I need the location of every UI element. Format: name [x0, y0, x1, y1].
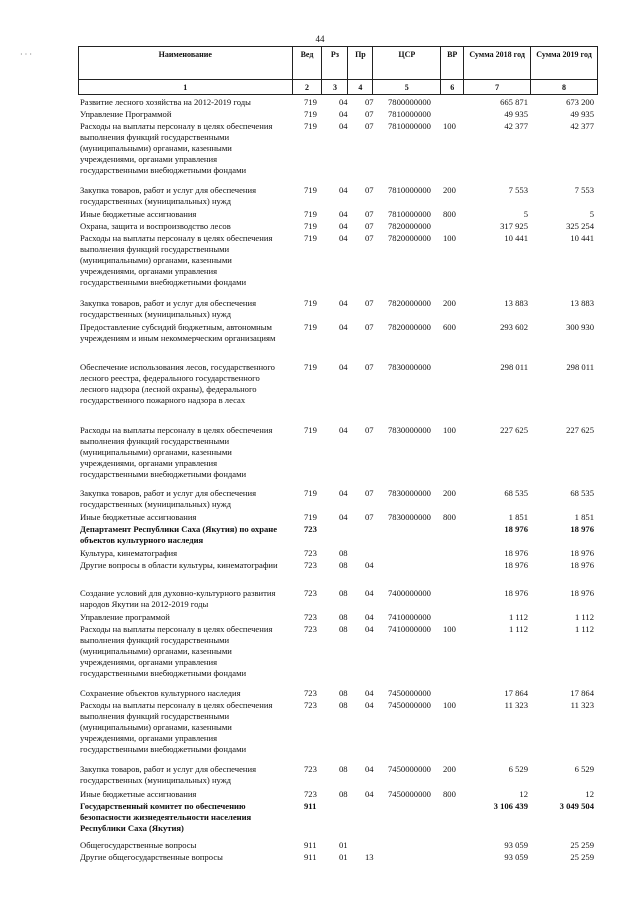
row-sum-2019: 3 049 504	[559, 801, 594, 811]
row-pr: 04	[365, 612, 374, 622]
row-csr: 7820000000	[388, 221, 431, 231]
row-sum-2018: 49 935	[504, 109, 528, 119]
row-sum-2018: 18 976	[504, 588, 528, 598]
row-name: Другие общегосударственные вопросы	[80, 852, 223, 862]
row-csr: 7830000000	[388, 512, 431, 522]
row-sum-2018: 227 625	[500, 425, 528, 435]
row-ved: 723	[304, 524, 317, 534]
row-sum-2019: 673 200	[566, 97, 594, 107]
row-vr: 200	[443, 764, 456, 774]
row-ved: 911	[304, 801, 317, 811]
row-vr: 100	[443, 624, 456, 634]
row-rz: 01	[339, 852, 348, 862]
row-rz: 08	[339, 548, 348, 558]
row-sum-2019: 18 976	[570, 548, 594, 558]
row-pr: 07	[365, 362, 374, 372]
row-csr: 7810000000	[388, 209, 431, 219]
row-vr: 800	[443, 789, 456, 799]
row-sum-2018: 13 883	[504, 298, 528, 308]
row-name: Сохранение объектов культурного наследия	[80, 688, 241, 698]
row-pr: 07	[365, 488, 374, 498]
header-num-4: 4	[348, 80, 373, 95]
row-rz: 04	[339, 209, 348, 219]
row-name: Развитие лесного хозяйства на 2012-2019 годы	[80, 97, 251, 107]
row-name: Предоставление субсидий бюджетным, автономным учреждениям и иным некоммерческим организациям	[80, 322, 276, 343]
header-csr: ЦСР	[373, 47, 441, 80]
row-sum-2019: 13 883	[570, 298, 594, 308]
row-name: Департамент Республики Саха (Якутия) по охране объектов культурного наследия	[80, 524, 278, 545]
row-ved: 911	[304, 840, 317, 850]
row-sum-2019: 25 259	[570, 852, 594, 862]
row-rz: 08	[339, 560, 348, 570]
row-csr: 7820000000	[388, 233, 431, 243]
header-rz: Рз	[322, 47, 348, 80]
row-vr: 200	[443, 298, 456, 308]
row-rz: 04	[339, 425, 348, 435]
row-pr: 04	[365, 688, 374, 698]
table-header	[78, 46, 598, 95]
row-sum-2018: 18 976	[504, 548, 528, 558]
row-csr: 7830000000	[388, 488, 431, 498]
row-sum-2019: 18 976	[570, 588, 594, 598]
row-csr: 7410000000	[388, 624, 431, 634]
row-ved: 723	[304, 700, 317, 710]
row-vr: 800	[443, 209, 456, 219]
row-ved: 719	[304, 185, 317, 195]
row-rz: 04	[339, 185, 348, 195]
side-mark: · · ·	[20, 50, 32, 59]
row-sum-2019: 300 930	[566, 322, 594, 332]
row-pr: 07	[365, 185, 374, 195]
row-sum-2018: 93 059	[504, 840, 528, 850]
row-pr: 04	[365, 588, 374, 598]
row-sum-2018: 1 112	[508, 612, 528, 622]
row-pr: 07	[365, 512, 374, 522]
row-ved: 719	[304, 121, 317, 131]
header-num-8: 8	[531, 80, 598, 95]
row-pr: 07	[365, 109, 374, 119]
row-pr: 07	[365, 97, 374, 107]
row-csr: 7810000000	[388, 109, 431, 119]
row-ved: 719	[304, 425, 317, 435]
row-sum-2019: 1 112	[574, 612, 594, 622]
row-sum-2018: 93 059	[504, 852, 528, 862]
row-csr: 7820000000	[388, 322, 431, 332]
row-sum-2019: 1 112	[574, 624, 594, 634]
row-ved: 719	[304, 488, 317, 498]
row-name: Закупка товаров, работ и услуг для обеспечения государственных (муниципальных) нужд	[80, 488, 257, 509]
row-rz: 04	[339, 97, 348, 107]
row-ved: 719	[304, 322, 317, 332]
row-csr: 7450000000	[388, 700, 431, 710]
row-pr: 07	[365, 322, 374, 332]
row-csr: 7830000000	[388, 425, 431, 435]
row-ved: 723	[304, 612, 317, 622]
row-rz: 08	[339, 688, 348, 698]
row-sum-2019: 68 535	[570, 488, 594, 498]
row-csr: 7810000000	[388, 121, 431, 131]
header-num-1: 1	[79, 80, 293, 95]
header-ved: Вед	[292, 47, 322, 80]
header-pr: Пр	[348, 47, 373, 80]
row-name: Расходы на выплаты персоналу в целях обеспечения выполнения функций государственными (муниципальными) органами, казенными учреждениями, органами управления государственными внебюджетными фондами	[80, 624, 273, 678]
row-pr: 07	[365, 209, 374, 219]
header-name: Наименование	[79, 47, 293, 80]
row-csr: 7400000000	[388, 588, 431, 598]
row-rz: 08	[339, 588, 348, 598]
row-sum-2019: 6 529	[574, 764, 594, 774]
row-sum-2019: 7 553	[574, 185, 594, 195]
row-sum-2018: 298 011	[500, 362, 528, 372]
row-name: Расходы на выплаты персоналу в целях обеспечения выполнения функций государственными (муниципальными) органами, казенными учреждениями, органами управления государственными внебюджетными фондами	[80, 121, 273, 175]
row-csr: 7450000000	[388, 688, 431, 698]
row-ved: 719	[304, 298, 317, 308]
row-sum-2019: 325 254	[566, 221, 594, 231]
row-ved: 723	[304, 548, 317, 558]
row-csr: 7410000000	[388, 612, 431, 622]
row-sum-2018: 42 377	[504, 121, 528, 131]
row-ved: 719	[304, 512, 317, 522]
row-sum-2019: 25 259	[570, 840, 594, 850]
row-sum-2018: 5	[523, 209, 528, 219]
row-rz: 08	[339, 700, 348, 710]
row-rz: 04	[339, 512, 348, 522]
row-sum-2019: 12	[585, 789, 594, 799]
header-num-6: 6	[441, 80, 464, 95]
row-sum-2018: 7 553	[508, 185, 528, 195]
row-pr: 07	[365, 233, 374, 243]
row-rz: 04	[339, 488, 348, 498]
row-sum-2018: 18 976	[504, 560, 528, 570]
row-name: Государственный комитет по обеспечению безопасности жизнедеятельности населения Республики Саха (Якутия)	[80, 801, 252, 833]
row-name: Расходы на выплаты персоналу в целях обеспечения выполнения функций государственными (муниципальными) органами, казенными учреждениями, органами управления государственными внебюджетными фондами	[80, 700, 273, 754]
row-ved: 719	[304, 109, 317, 119]
row-vr: 100	[443, 233, 456, 243]
row-name: Общегосударственные вопросы	[80, 840, 197, 850]
row-csr: 7800000000	[388, 97, 431, 107]
row-pr: 04	[365, 764, 374, 774]
row-name: Управление программой	[80, 612, 170, 622]
header-vr: ВР	[441, 47, 464, 80]
row-name: Обеспечение использования лесов, государственного лесного реестра, федерального государственного лесного надзора (лесной охраны), федерального государственного пожарного надзора в лесах	[80, 362, 275, 405]
row-rz: 01	[339, 840, 348, 850]
row-ved: 719	[304, 233, 317, 243]
header-sum-2019: Сумма 2019 год	[531, 47, 598, 80]
row-name: Другие вопросы в области культуры, кинематографии	[80, 560, 278, 570]
row-sum-2019: 10 441	[570, 233, 594, 243]
row-csr: 7810000000	[388, 185, 431, 195]
row-ved: 719	[304, 97, 317, 107]
row-rz: 04	[339, 121, 348, 131]
row-sum-2019: 17 864	[570, 688, 594, 698]
row-sum-2019: 42 377	[570, 121, 594, 131]
row-rz: 04	[339, 322, 348, 332]
row-name: Расходы на выплаты персоналу в целях обеспечения выполнения функций государственными (муниципальными) органами, казенными учреждениями, органами управления государственными внебюджетными фондами	[80, 233, 273, 287]
row-ved: 723	[304, 764, 317, 774]
row-sum-2019: 11 323	[570, 700, 594, 710]
header-num-3: 3	[322, 80, 348, 95]
row-name: Закупка товаров, работ и услуг для обеспечения государственных (муниципальных) нужд	[80, 185, 257, 206]
row-csr: 7450000000	[388, 789, 431, 799]
row-ved: 723	[304, 588, 317, 598]
row-rz: 04	[339, 233, 348, 243]
page-number: 44	[315, 34, 325, 44]
row-sum-2018: 18 976	[504, 524, 528, 534]
row-sum-2018: 317 925	[500, 221, 528, 231]
row-vr: 100	[443, 121, 456, 131]
row-sum-2019: 1 851	[574, 512, 594, 522]
row-name: Иные бюджетные ассигнования	[80, 512, 197, 522]
row-rz: 04	[339, 109, 348, 119]
row-ved: 723	[304, 624, 317, 634]
row-pr: 04	[365, 624, 374, 634]
row-ved: 719	[304, 362, 317, 372]
row-vr: 600	[443, 322, 456, 332]
row-name: Расходы на выплаты персоналу в целях обеспечения выполнения функций государственными (муниципальными) органами, казенными учреждениями, органами управления государственными внебюджетными фондами	[80, 425, 273, 479]
header-num-2: 2	[292, 80, 322, 95]
row-pr: 07	[365, 221, 374, 231]
row-rz: 08	[339, 789, 348, 799]
row-sum-2018: 1 851	[508, 512, 528, 522]
row-pr: 07	[365, 425, 374, 435]
row-name: Культура, кинематография	[80, 548, 178, 558]
row-name: Управление Программой	[80, 109, 172, 119]
row-sum-2018: 665 871	[500, 97, 528, 107]
row-ved: 719	[304, 221, 317, 231]
row-pr: 04	[365, 560, 374, 570]
row-name: Создание условий для духовно-культурного развития народов Якутии на 2012-2019 годы	[80, 588, 276, 609]
row-rz: 04	[339, 298, 348, 308]
row-sum-2018: 10 441	[504, 233, 528, 243]
row-pr: 07	[365, 298, 374, 308]
row-sum-2019: 18 976	[570, 560, 594, 570]
row-rz: 08	[339, 764, 348, 774]
row-sum-2019: 49 935	[570, 109, 594, 119]
row-vr: 100	[443, 700, 456, 710]
row-sum-2018: 17 864	[504, 688, 528, 698]
header-num-7: 7	[464, 80, 531, 95]
row-ved: 723	[304, 688, 317, 698]
row-ved: 719	[304, 209, 317, 219]
row-csr: 7830000000	[388, 362, 431, 372]
row-sum-2018: 6 529	[508, 764, 528, 774]
row-rz: 08	[339, 624, 348, 634]
row-sum-2018: 68 535	[504, 488, 528, 498]
row-csr: 7450000000	[388, 764, 431, 774]
row-sum-2018: 3 106 439	[493, 801, 528, 811]
row-name: Закупка товаров, работ и услуг для обеспечения государственных (муниципальных) нужд	[80, 764, 257, 785]
row-rz: 08	[339, 612, 348, 622]
row-name: Закупка товаров, работ и услуг для обеспечения государственных (муниципальных) нужд	[80, 298, 257, 319]
row-sum-2019: 298 011	[566, 362, 594, 372]
row-rz: 04	[339, 362, 348, 372]
row-sum-2018: 293 602	[500, 322, 528, 332]
row-csr: 7820000000	[388, 298, 431, 308]
row-pr: 07	[365, 121, 374, 131]
row-ved: 723	[304, 789, 317, 799]
row-sum-2019: 5	[589, 209, 594, 219]
row-pr: 13	[365, 852, 374, 862]
header-num-5: 5	[373, 80, 441, 95]
row-sum-2018: 11 323	[504, 700, 528, 710]
row-ved: 723	[304, 560, 317, 570]
row-sum-2019: 227 625	[566, 425, 594, 435]
row-vr: 200	[443, 488, 456, 498]
row-pr: 04	[365, 789, 374, 799]
row-name: Иные бюджетные ассигнования	[80, 789, 197, 799]
row-vr: 200	[443, 185, 456, 195]
row-sum-2019: 18 976	[570, 524, 594, 534]
row-sum-2018: 1 112	[508, 624, 528, 634]
row-name: Охрана, защита и воспроизводство лесов	[80, 221, 231, 231]
row-name: Иные бюджетные ассигнования	[80, 209, 197, 219]
row-ved: 911	[304, 852, 317, 862]
header-sum-2018: Сумма 2018 год	[464, 47, 531, 80]
row-vr: 100	[443, 425, 456, 435]
row-vr: 800	[443, 512, 456, 522]
row-pr: 04	[365, 700, 374, 710]
row-sum-2018: 12	[519, 789, 528, 799]
row-rz: 04	[339, 221, 348, 231]
